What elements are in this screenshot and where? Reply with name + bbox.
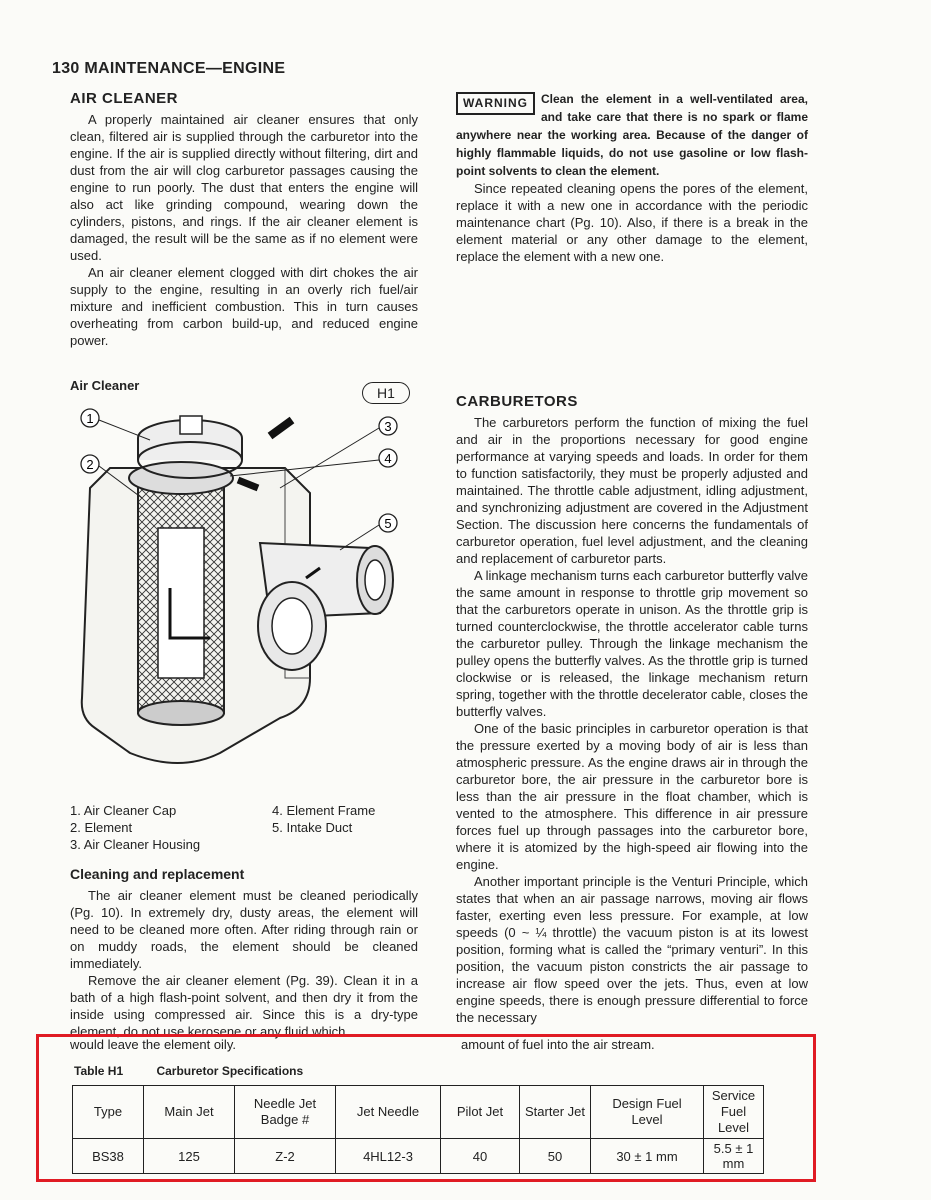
cleaning-paragraph: Remove the air cleaner element (Pg. 39). Clean it in a bath of a high flash-point solvent, and then dry it from the inside using compressed air. Since this is a dry-type element, do not use kerosene or any fluid which <box>70 973 418 1039</box>
warning-label: WARNING <box>456 92 535 115</box>
table-header-cell: Needle Jet Badge # <box>235 1086 336 1139</box>
table-cell: BS38 <box>73 1139 144 1174</box>
table-cell: 30 ± 1 mm <box>591 1139 704 1174</box>
table-cell: 40 <box>441 1139 520 1174</box>
table-header-row <box>73 1086 764 1139</box>
warning-block <box>456 90 808 180</box>
air-cleaner-section <box>70 90 418 349</box>
carburetors-continuation: amount of fuel into the air stream. <box>461 1037 655 1052</box>
cleaning-title: Cleaning and replacement <box>70 866 245 882</box>
warning-text: Clean the element in a well-ventilated area, and take care that there is no spark or flame anywhere near the working area. Because of the danger of highly flammable liquids, do not use gasoline or low flash-point solvents to clean the element. <box>456 92 808 178</box>
page-header: 130 MAINTENANCE—ENGINE <box>52 60 286 77</box>
callout-label: 1 <box>86 411 94 426</box>
carburetor-specs-table <box>72 1085 764 1174</box>
table-header-cell: Service Fuel Level <box>704 1086 764 1139</box>
table-header-cell: Starter Jet <box>520 1086 591 1139</box>
callout-label: 2 <box>86 457 94 472</box>
legend-item: 3. Air Cleaner Housing <box>70 837 201 852</box>
legend-item: 2. Element <box>70 820 133 835</box>
table-header-cell: Jet Needle <box>336 1086 441 1139</box>
table-label: Table H1 <box>74 1064 124 1078</box>
figure-badge: H1 <box>362 382 410 404</box>
carburetors-title: CARBURETORS <box>456 393 578 410</box>
cleaning-paragraph: The air cleaner element must be cleaned periodically (Pg. 10). In extremely dry, dusty areas, the element will need to be cleaned more often. After riding through rain or on muddy roads, the element should be cleaned immediately. <box>70 888 418 971</box>
table-cell: 50 <box>520 1139 591 1174</box>
callout-label: 5 <box>384 516 392 531</box>
table-header-cell: Type <box>73 1086 144 1139</box>
carburetors-paragraph: A linkage mechanism turns each carburetor butterfly valve the same amount in response to throttle grip movement so that the carburetors operate in unison. As the throttle grip is turned counterclockwise, the throttle accelerator cable turns the carburetor pulley. Through the linkage mechanism the pulley opens the butterfly valves. As the throttle grip is turned clockwise or is released, the linkage mechanism return spring, together with the throttle decelerator cable, closes the butterfly valves. <box>456 568 808 719</box>
callout-label: 4 <box>384 451 392 466</box>
legend-item: 4. Element Frame <box>272 803 376 818</box>
element-replace-paragraph: Since repeated cleaning opens the pores of the element, replace it with a new one in accordance with the periodic maintenance chart (Pg. 10). Also, if there is a break in the element material or any other damage to the element, replace the element with a new one. <box>456 181 808 264</box>
table-header-cell: Design Fuel Level <box>591 1086 704 1139</box>
table-cell: Z-2 <box>235 1139 336 1174</box>
table-title: Carburetor Specifications <box>156 1064 304 1078</box>
table-cell: 125 <box>144 1139 235 1174</box>
table-header-cell: Pilot Jet <box>441 1086 520 1139</box>
air-cleaner-title: AIR CLEANER <box>70 90 179 107</box>
cleaning-continuation: would leave the element oily. <box>70 1037 236 1052</box>
table-cell: 5.5 ± 1 mm <box>704 1139 764 1174</box>
carburetors-paragraph: One of the basic principles in carburetor operation is that the pressure exerted by a moving body of air is less than atmospheric pressure. As the engine draws air in through the carburetor bore, the air pressure in the carburetor bore is less than the air pressure in the float chamber, which is vented to the atmosphere. This difference in air pressure forces fuel up through passages into the carburetor bore, where it is atomized by the high-speed air flowing into the engine. <box>456 721 808 872</box>
legend-item: 5. Intake Duct <box>272 820 353 835</box>
figure-title: Air Cleaner <box>70 378 140 393</box>
callout-label: 3 <box>384 419 392 434</box>
cleaning-section <box>70 866 418 1040</box>
air-cleaner-figure <box>70 378 418 798</box>
carburetors-paragraph: The carburetors perform the function of mixing the fuel and air in the proportions necessary for good engine performance at varying speeds and loads. In order for them to function satisfactorily, they must be properly adjusted and maintained. The throttle cable adjustment, idling adjustment, and synchronizing adjustment are covered in the Adjustment Section. The discussion here concerns the fundamentals of carburetor operation, fuel level adjustment, and the cleaning and replacement of carburetor parts. <box>456 415 808 566</box>
carburetors-paragraph: Another important principle is the Venturi Principle, which states that when an air passage narrows, moving air flows faster, exerting even less pressure. For example, at low speeds (0 ~ ¼ throttle) the vacuum piston is at its lowest position, forming what is called the “primary venturi”. In this position, the vacuum piston constricts the air passage to increase air flow speed over the jets. Thus, even at low engine speeds, there is enough pressure differential to force the necessary <box>456 874 808 1025</box>
right-column <box>456 90 808 1026</box>
air-cleaner-paragraph: An air cleaner element clogged with dirt chokes the air supply to the engine, resulting in an overly rich fuel/air mixture and inefficient combustion. This in turn causes overheating from carbon build-up, and reduced engine power. <box>70 265 418 348</box>
table-row <box>73 1139 764 1174</box>
table-header-cell: Main Jet <box>144 1086 235 1139</box>
table-cell: 4HL12-3 <box>336 1139 441 1174</box>
air-cleaner-paragraph: A properly maintained air cleaner ensures that only clean, filtered air is supplied through the carburetor into the engine. If the air is supplied directly without filtering, dirt and dust from the air will clog carburetor passages causing the engine to run poorly. The dust that enters the engine will also act like grinding compound, wearing down the cylinders, pistons, and rings. If the air cleaner element is damaged, the result will be the same as if no element were used. <box>70 112 418 263</box>
air-cleaner-illustration <box>70 378 418 798</box>
legend-item: 1. Air Cleaner Cap <box>70 803 177 818</box>
table-caption <box>74 1064 303 1078</box>
